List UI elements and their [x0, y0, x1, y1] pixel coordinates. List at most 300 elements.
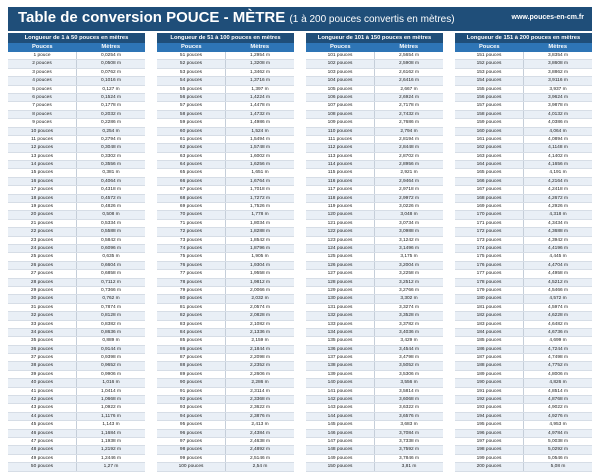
cell-metres: 3,8862 m — [547, 69, 568, 75]
cell-pouces: 44 pouces — [8, 413, 77, 420]
cell-metres: 1,4732 m — [249, 111, 270, 117]
cell-metres: 3,683 m — [400, 422, 418, 428]
cell-metres: 4,826 m — [549, 380, 567, 386]
table-row — [306, 279, 443, 287]
cell-metres: 0,5842 m — [100, 237, 121, 243]
table-row — [8, 354, 145, 362]
table-row — [455, 220, 592, 228]
cell-pouces: 50 pouces — [8, 463, 77, 470]
cell-metres: 3,2512 m — [398, 279, 419, 285]
table-row — [306, 136, 443, 144]
table-row — [455, 119, 592, 127]
table-row — [455, 430, 592, 438]
table-row — [8, 421, 145, 429]
table-row — [455, 245, 592, 253]
cell-metres: 3,302 m — [400, 296, 418, 302]
cell-pouces: 173 pouces — [455, 237, 524, 244]
cell-pouces: 62 pouces — [157, 144, 226, 151]
table-row — [455, 153, 592, 161]
table-row — [455, 228, 592, 236]
cell-metres: 2,2606 m — [249, 371, 270, 377]
cell-metres: 3,1242 m — [398, 237, 419, 243]
cell-pouces: 100 pouces — [157, 463, 226, 470]
table-row — [157, 362, 294, 370]
cell-metres: 4,9022 m — [547, 405, 568, 411]
cell-metres: 1,1684 m — [100, 430, 121, 436]
table-row — [455, 337, 592, 345]
cell-metres: 4,5466 m — [547, 287, 568, 293]
conversion-table-1 — [8, 33, 145, 472]
table-row — [306, 413, 443, 421]
table-row — [306, 321, 443, 329]
cell-pouces: 41 pouces — [8, 388, 77, 395]
table-row — [455, 354, 592, 362]
cell-metres: 4,9276 m — [547, 413, 568, 419]
cell-metres: 2,7686 m — [398, 120, 419, 126]
cell-metres: 4,572 m — [549, 296, 567, 302]
cell-pouces: 4 pouces — [8, 77, 77, 84]
cell-pouces: 70 pouces — [157, 211, 226, 218]
table-row — [455, 396, 592, 404]
cell-pouces: 19 pouces — [8, 203, 77, 210]
table-row — [8, 220, 145, 228]
table-title: Longueur de 101 à 150 pouces en mètres — [306, 33, 443, 43]
table-row — [8, 186, 145, 194]
cell-pouces: 197 pouces — [455, 438, 524, 445]
cell-pouces: 127 pouces — [306, 270, 375, 277]
table-row — [455, 287, 592, 295]
cell-pouces: 133 pouces — [306, 321, 375, 328]
table-row — [157, 186, 294, 194]
cell-pouces: 151 pouces — [455, 52, 524, 59]
table-row — [455, 77, 592, 85]
table-row — [455, 178, 592, 186]
cell-pouces: 68 pouces — [157, 195, 226, 202]
cell-metres: 3,8354 m — [547, 53, 568, 58]
table-row — [455, 102, 592, 110]
cell-pouces: 66 pouces — [157, 178, 226, 185]
cell-metres: 4,1656 m — [547, 162, 568, 168]
cell-pouces: 199 pouces — [455, 455, 524, 462]
cell-pouces: 175 pouces — [455, 253, 524, 260]
cell-pouces: 148 pouces — [306, 446, 375, 453]
cell-metres: 2,6924 m — [398, 94, 419, 100]
cell-pouces: 51 pouces — [157, 52, 226, 59]
table-row — [306, 312, 443, 320]
cell-metres: 1,8796 m — [249, 245, 270, 251]
cell-metres: 3,1496 m — [398, 245, 419, 251]
table-row — [455, 371, 592, 379]
cell-pouces: 137 pouces — [306, 354, 375, 361]
cell-metres: 0,9652 m — [100, 363, 121, 369]
cell-pouces: 189 pouces — [455, 371, 524, 378]
cell-pouces: 119 pouces — [306, 203, 375, 210]
cell-metres: 1,651 m — [251, 170, 269, 176]
table-row — [8, 413, 145, 421]
table-row — [306, 463, 443, 471]
conversion-table-4 — [455, 33, 592, 472]
cell-pouces: 143 pouces — [306, 404, 375, 411]
cell-pouces: 185 pouces — [455, 337, 524, 344]
cell-pouces: 179 pouces — [455, 287, 524, 294]
table-row — [157, 455, 294, 463]
cell-metres: 2,667 m — [400, 86, 418, 92]
cell-pouces: 86 pouces — [157, 346, 226, 353]
cell-pouces: 82 pouces — [157, 312, 226, 319]
cell-pouces: 174 pouces — [455, 245, 524, 252]
cell-pouces: 65 pouces — [157, 169, 226, 176]
cell-metres: 2,4384 m — [249, 430, 270, 436]
cell-metres: 0,1778 m — [100, 103, 121, 109]
table-row — [8, 102, 145, 110]
table-row — [455, 195, 592, 203]
cell-pouces: 59 pouces — [157, 119, 226, 126]
table-row — [306, 111, 443, 119]
cell-metres: 0,3302 m — [100, 153, 121, 159]
cell-metres: 5,0546 m — [547, 455, 568, 461]
table-row — [455, 346, 592, 354]
cell-pouces: 136 pouces — [306, 346, 375, 353]
cell-metres: 3,937 m — [549, 86, 567, 92]
table-row — [455, 253, 592, 261]
cell-pouces: 157 pouces — [455, 102, 524, 109]
cell-metres: 2,0828 m — [249, 313, 270, 319]
table-row — [306, 379, 443, 387]
cell-metres: 4,7498 m — [547, 355, 568, 361]
table-row — [306, 253, 443, 261]
cell-pouces: 5 pouces — [8, 86, 77, 93]
cell-pouces: 53 pouces — [157, 69, 226, 76]
cell-pouces: 67 pouces — [157, 186, 226, 193]
cell-pouces: 71 pouces — [157, 220, 226, 227]
table-title: Longueur de 151 à 200 pouces en mètres — [455, 33, 592, 43]
table-row — [157, 379, 294, 387]
cell-metres: 1,905 m — [251, 254, 269, 260]
cell-pouces: 75 pouces — [157, 253, 226, 260]
table-header — [306, 43, 443, 52]
table-row — [8, 321, 145, 329]
table-row — [455, 270, 592, 278]
table-row — [455, 60, 592, 68]
table-row — [8, 153, 145, 161]
cell-pouces: 104 pouces — [306, 77, 375, 84]
table-row — [157, 220, 294, 228]
table-row — [306, 169, 443, 177]
table-body — [8, 52, 145, 472]
cell-metres: 1,5494 m — [249, 136, 270, 142]
table-row — [306, 52, 443, 60]
cell-metres: 4,2672 m — [547, 195, 568, 201]
table-row — [455, 438, 592, 446]
cell-metres: 0,8636 m — [100, 329, 121, 335]
table-row — [157, 111, 294, 119]
cell-pouces: 178 pouces — [455, 279, 524, 286]
cell-pouces: 140 pouces — [306, 379, 375, 386]
cell-pouces: 182 pouces — [455, 312, 524, 319]
cell-metres: 1,524 m — [251, 128, 269, 134]
table-row — [157, 228, 294, 236]
cell-metres: 1,778 m — [251, 212, 269, 218]
table-row — [306, 455, 443, 463]
cell-pouces: 180 pouces — [455, 295, 524, 302]
table-row — [306, 178, 443, 186]
cell-metres: 2,8448 m — [398, 145, 419, 151]
cell-metres: 0,381 m — [102, 170, 120, 176]
cell-metres: 0,1524 m — [100, 94, 121, 100]
cell-metres: 2,5654 m — [398, 53, 419, 58]
cell-pouces: 35 pouces — [8, 337, 77, 344]
cell-metres: 0,4826 m — [100, 204, 121, 210]
cell-metres: 2,9464 m — [398, 178, 419, 184]
cell-pouces: 24 pouces — [8, 245, 77, 252]
conversion-table-3 — [306, 33, 443, 472]
table-row — [306, 186, 443, 194]
table-row — [8, 287, 145, 295]
table-row — [455, 186, 592, 194]
cell-metres: 1,3716 m — [249, 78, 270, 84]
cell-metres: 0,4064 m — [100, 178, 121, 184]
cell-metres: 4,0132 m — [547, 111, 568, 117]
table-row — [306, 354, 443, 362]
cell-metres: 1,6256 m — [249, 162, 270, 168]
table-row — [455, 128, 592, 136]
cell-metres: 0,9144 m — [100, 346, 121, 352]
table-row — [8, 195, 145, 203]
cell-metres: 2,921 m — [400, 170, 418, 176]
cell-metres: 4,3434 m — [547, 220, 568, 226]
cell-pouces: 135 pouces — [306, 337, 375, 344]
cell-pouces: 79 pouces — [157, 287, 226, 294]
cell-metres: 1,016 m — [102, 380, 120, 386]
table-row — [455, 161, 592, 169]
table-row — [8, 346, 145, 354]
table-row — [157, 69, 294, 77]
table-row — [8, 211, 145, 219]
table-row — [8, 60, 145, 68]
cell-metres: 2,5908 m — [398, 61, 419, 67]
table-row — [455, 463, 592, 471]
table-row — [306, 60, 443, 68]
cell-metres: 0,127 m — [102, 86, 120, 92]
cell-pouces: 18 pouces — [8, 195, 77, 202]
cell-metres: 3,7592 m — [398, 447, 419, 453]
cell-pouces: 15 pouces — [8, 169, 77, 176]
table-row — [157, 438, 294, 446]
cell-metres: 0,9906 m — [100, 371, 121, 377]
cell-metres: 1,143 m — [102, 422, 120, 428]
cell-metres: 2,159 m — [251, 338, 269, 344]
cell-metres: 0,6096 m — [100, 245, 121, 251]
cell-metres: 3,556 m — [400, 380, 418, 386]
cell-metres: 3,6322 m — [398, 405, 419, 411]
table-row — [8, 245, 145, 253]
table-row — [157, 119, 294, 127]
cell-pouces: 113 pouces — [306, 153, 375, 160]
cell-metres: 0,2032 m — [100, 111, 121, 117]
table-row — [8, 178, 145, 186]
cell-metres: 1,4986 m — [249, 120, 270, 126]
table-row — [306, 287, 443, 295]
cell-metres: 4,3942 m — [547, 237, 568, 243]
cell-metres: 4,064 m — [549, 128, 567, 134]
cell-pouces: 54 pouces — [157, 77, 226, 84]
cell-pouces: 77 pouces — [157, 270, 226, 277]
cell-pouces: 28 pouces — [8, 279, 77, 286]
table-row — [157, 153, 294, 161]
cell-pouces: 177 pouces — [455, 270, 524, 277]
cell-metres: 2,032 m — [251, 296, 269, 302]
table-row — [455, 404, 592, 412]
table-row — [157, 388, 294, 396]
cell-metres: 1,3462 m — [249, 69, 270, 75]
table-row — [8, 111, 145, 119]
cell-pouces: 121 pouces — [306, 220, 375, 227]
cell-pouces: 45 pouces — [8, 421, 77, 428]
cell-pouces: 110 pouces — [306, 128, 375, 135]
cell-metres: 4,699 m — [549, 338, 567, 344]
cell-metres: 2,0066 m — [249, 287, 270, 293]
table-row — [157, 178, 294, 186]
cell-metres: 4,191 m — [549, 170, 567, 176]
cell-pouces: 78 pouces — [157, 279, 226, 286]
header-metres: Mètres — [101, 44, 121, 50]
cell-pouces: 168 pouces — [455, 195, 524, 202]
cell-metres: 0,2794 m — [100, 136, 121, 142]
cell-metres: 2,3114 m — [250, 388, 270, 394]
table-row — [455, 69, 592, 77]
cell-metres: 0,6858 m — [100, 271, 121, 277]
cell-pouces: 47 pouces — [8, 438, 77, 445]
cell-pouces: 14 pouces — [8, 161, 77, 168]
table-row — [306, 153, 443, 161]
cell-metres: 4,5212 m — [547, 279, 568, 285]
cell-metres: 4,6482 m — [547, 321, 568, 327]
cell-metres: 4,2926 m — [547, 204, 568, 210]
cell-pouces: 30 pouces — [8, 295, 77, 302]
cell-pouces: 106 pouces — [306, 94, 375, 101]
cell-metres: 1,27 m — [103, 464, 119, 470]
cell-metres: 3,4798 m — [398, 355, 419, 361]
cell-pouces: 181 pouces — [455, 304, 524, 311]
cell-pouces: 32 pouces — [8, 312, 77, 319]
cell-pouces: 144 pouces — [306, 413, 375, 420]
cell-pouces: 69 pouces — [157, 203, 226, 210]
cell-pouces: 20 pouces — [8, 211, 77, 218]
cell-pouces: 43 pouces — [8, 404, 77, 411]
table-row — [8, 161, 145, 169]
cell-pouces: 170 pouces — [455, 211, 524, 218]
cell-pouces: 166 pouces — [455, 178, 524, 185]
table-row — [306, 203, 443, 211]
cell-metres: 2,4638 m — [249, 438, 270, 444]
table-row — [455, 421, 592, 429]
cell-metres: 4,8006 m — [547, 371, 568, 377]
cell-pouces: 9 pouces — [8, 119, 77, 126]
cell-metres: 1,0668 m — [100, 397, 121, 403]
cell-pouces: 188 pouces — [455, 362, 524, 369]
cell-metres: 2,1336 m — [249, 329, 270, 335]
cell-pouces: 37 pouces — [8, 354, 77, 361]
header-metres: Mètres — [548, 44, 568, 50]
table-row — [157, 77, 294, 85]
cell-metres: 3,429 m — [400, 338, 418, 344]
table-row — [306, 362, 443, 370]
table-row — [157, 60, 294, 68]
table-row — [157, 404, 294, 412]
cell-pouces: 49 pouces — [8, 455, 77, 462]
cell-metres: 1,1176 m — [101, 413, 121, 419]
cell-pouces: 89 pouces — [157, 371, 226, 378]
table-body — [306, 52, 443, 472]
table-row — [8, 119, 145, 127]
table-row — [306, 94, 443, 102]
cell-pouces: 40 pouces — [8, 379, 77, 386]
cell-metres: 1,2446 m — [100, 455, 121, 461]
table-row — [8, 337, 145, 345]
cell-metres: 0,635 m — [102, 254, 120, 260]
cell-metres: 2,9718 m — [398, 187, 419, 193]
cell-metres: 1,9304 m — [249, 262, 270, 268]
cell-metres: 0,762 m — [102, 296, 120, 302]
cell-pouces: 120 pouces — [306, 211, 375, 218]
cell-metres: 1,7272 m — [249, 195, 270, 201]
cell-pouces: 7 pouces — [8, 102, 77, 109]
cell-metres: 1,3208 m — [249, 61, 270, 67]
table-row — [8, 86, 145, 94]
table-row — [455, 237, 592, 245]
cell-metres: 4,7752 m — [547, 363, 568, 369]
cell-pouces: 16 pouces — [8, 178, 77, 185]
table-row — [455, 304, 592, 312]
table-row — [455, 262, 592, 270]
cell-metres: 4,8768 m — [547, 397, 568, 403]
cell-metres: 0,4318 m — [100, 187, 121, 193]
table-body — [455, 52, 592, 472]
table-row — [8, 169, 145, 177]
table-row — [455, 329, 592, 337]
cell-pouces: 132 pouces — [306, 312, 375, 319]
table-row — [8, 279, 145, 287]
cell-metres: 3,6576 m — [398, 413, 419, 419]
cell-pouces: 147 pouces — [306, 438, 375, 445]
table-row — [8, 203, 145, 211]
cell-metres: 0,2286 m — [100, 120, 121, 126]
cell-pouces: 128 pouces — [306, 279, 375, 286]
cell-pouces: 57 pouces — [157, 102, 226, 109]
cell-metres: 3,3528 m — [398, 313, 419, 319]
table-row — [157, 161, 294, 169]
table-row — [8, 438, 145, 446]
page-title — [18, 9, 455, 26]
table-row — [157, 270, 294, 278]
cell-metres: 3,048 m — [400, 212, 418, 218]
table-row — [157, 262, 294, 270]
cell-pouces: 6 pouces — [8, 94, 77, 101]
cell-pouces: 99 pouces — [157, 455, 226, 462]
cell-pouces: 25 pouces — [8, 253, 77, 260]
table-row — [157, 421, 294, 429]
table-row — [8, 136, 145, 144]
table-row — [455, 321, 592, 329]
cell-metres: 4,7244 m — [547, 346, 568, 352]
cell-metres: 1,2192 m — [100, 447, 121, 453]
table-row — [8, 362, 145, 370]
cell-pouces: 134 pouces — [306, 329, 375, 336]
table-row — [306, 446, 443, 454]
cell-metres: 1,5748 m — [249, 145, 270, 151]
table-row — [306, 430, 443, 438]
cell-pouces: 46 pouces — [8, 430, 77, 437]
